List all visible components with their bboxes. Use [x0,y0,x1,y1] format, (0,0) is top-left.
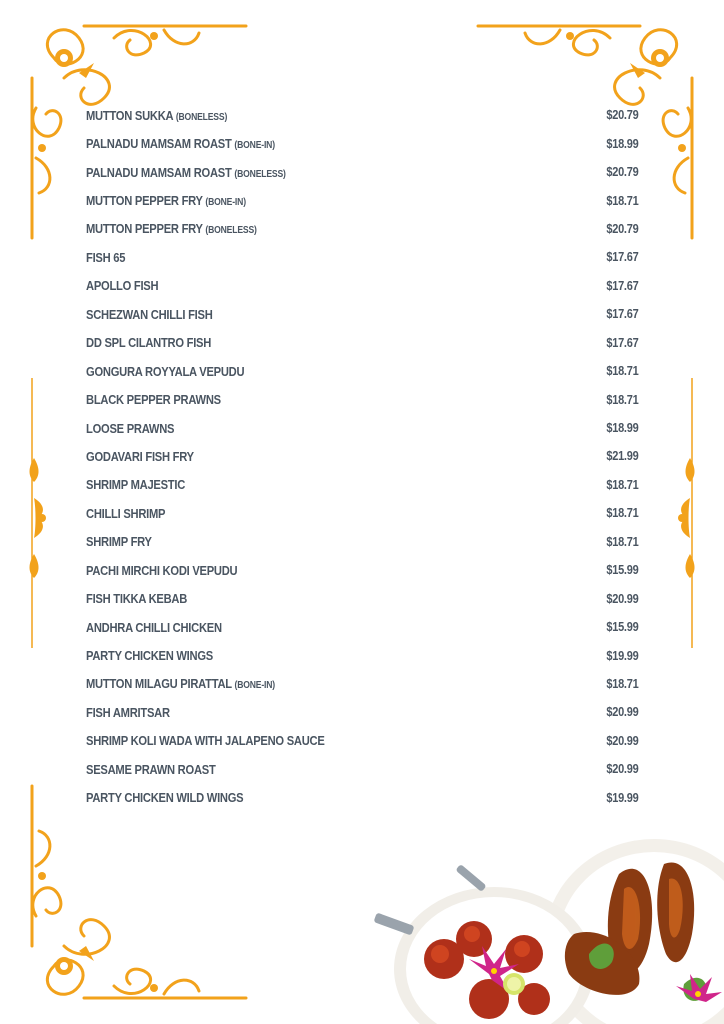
menu-item-name: PACHI MIRCHI KODI VEPUDU [86,562,238,578]
menu-item [86,215,638,243]
menu-item-name: PALNADU MAMSAM ROAST [86,136,232,152]
menu-item-price: $18.99 [605,421,638,436]
menu-item-name: FISH AMRITSAR [86,704,170,720]
menu-item-price: $18.71 [605,392,638,407]
menu-item-variant: (BONELESS) [234,168,286,180]
menu-item-price: $20.79 [605,221,638,236]
menu-item-name-group [86,705,170,720]
menu-item-name: GONGURA ROYYALA VEPUDU [86,363,245,379]
menu-item [86,129,638,157]
menu-item [86,158,638,186]
menu-item-name-group [86,648,213,663]
menu-item-name-group [86,193,246,208]
menu-item-price: $18.71 [605,193,638,208]
menu-item-name-group [86,221,257,236]
menu-item-price: $19.99 [605,648,638,663]
menu-item-price: $21.99 [605,449,638,464]
menu-item [86,698,638,726]
menu-item [86,272,638,300]
menu-item-name-group [86,733,325,748]
menu-item-price: $17.67 [605,278,638,293]
menu-item-name-group [86,335,211,350]
menu-item [86,471,638,499]
menu-item-name: SHRIMP KOLI WADA WITH JALAPENO SAUCE [86,733,325,749]
menu-item-price: $15.99 [605,563,638,578]
menu-item [86,243,638,271]
menu-item [86,414,638,442]
menu-item-name-group [86,477,185,492]
menu-item-name: ANDHRA CHILLI CHICKEN [86,619,222,635]
menu-item-price: $18.71 [605,506,638,521]
menu-item [86,186,638,214]
menu-item-name: MUTTON PEPPER FRY [86,193,203,209]
menu-item-price: $17.67 [605,335,638,350]
menu-item-name: MUTTON PEPPER FRY [86,221,203,237]
menu-item-variant: (BONELESS) [205,225,257,237]
side-ornament-left-icon [26,378,50,648]
menu-item [86,442,638,470]
menu-item-price: $18.71 [605,534,638,549]
menu-item-name: PALNADU MAMSAM ROAST [86,164,232,180]
menu-item-name: SHRIMP MAJESTIC [86,477,186,493]
menu-item [86,528,638,556]
menu-item [86,670,638,698]
menu-item-price: $20.99 [605,705,638,720]
menu-item [86,584,638,612]
menu-item-name-group [86,563,237,578]
menu-item-name: MUTTON MILAGU PIRATTAL [86,676,235,692]
menu-item-name: PARTY CHICKEN WINGS [86,648,213,664]
menu-item-name-group [86,136,275,151]
menu-item-name: SCHEZWAN CHILLI FISH [86,306,213,322]
menu-item-name: CHILLI SHRIMP [86,505,166,521]
menu-item-price: $17.67 [605,250,638,265]
menu-item-variant: (BONE-IN) [234,140,275,152]
menu-item-name-group [86,534,152,549]
menu-item-price: $20.99 [605,762,638,777]
menu-item-name: FISH TIKKA KEBAB [86,591,188,607]
menu-item-name-group [86,364,244,379]
menu-item-price: $18.71 [605,477,638,492]
food-plates-image [374,834,724,1024]
menu-item-name: DD SPL CILANTRO FISH [86,335,212,351]
menu-item-price: $18.71 [605,676,638,691]
menu-item-name: PARTY CHICKEN WILD WINGS [86,790,244,806]
menu-item-variant: (BONE-IN) [234,680,276,692]
menu-item-price: $17.67 [605,307,638,322]
menu-item [86,641,638,669]
menu-item-price: $15.99 [605,620,638,635]
menu-item-name: SESAME PRAWN ROAST [86,761,216,777]
menu-item [86,755,638,783]
menu-item-name-group [86,165,286,180]
menu-item-name-group [86,392,221,407]
menu-item-name-group [86,591,187,606]
menu-item-name-group [86,307,213,322]
menu-item-name: FISH 65 [86,249,126,265]
menu-item-variant: (BONELESS) [175,111,228,123]
menu-item-name-group [86,506,165,521]
menu-item [86,300,638,328]
menu-item-name-group [86,449,194,464]
menu-item-name-group [86,676,275,691]
menu-item-name: BLACK PEPPER PRAWNS [86,392,221,408]
menu-item [86,727,638,755]
menu-item-name-group [86,278,158,293]
menu-item-name: APOLLO FISH [86,278,159,294]
menu-list [86,101,638,812]
menu-item-price: $20.79 [605,108,638,123]
menu-item [86,784,638,812]
menu-item [86,385,638,413]
menu-item-price: $18.99 [605,136,638,151]
menu-item-price: $20.99 [605,733,638,748]
menu-item [86,101,638,129]
menu-item-name: MUTTON SUKKA [86,107,173,123]
menu-item [86,357,638,385]
menu-item-name-group [86,762,216,777]
menu-item-name-group [86,108,227,123]
menu-item-price: $20.79 [605,165,638,180]
menu-item [86,499,638,527]
menu-item-variant: (BONE-IN) [205,197,246,209]
menu-item-name: SHRIMP FRY [86,534,152,550]
menu-item-name: LOOSE PRAWNS [86,420,175,436]
menu-item-name-group [86,790,243,805]
menu-item-price: $18.71 [605,364,638,379]
menu-item-name-group [86,620,222,635]
menu-item [86,329,638,357]
menu-item [86,613,638,641]
side-ornament-right-icon [674,378,698,648]
menu-item-price: $19.99 [605,790,638,805]
menu-item-name-group [86,250,125,265]
menu-item-name-group [86,421,174,436]
menu-item-name: GODAVARI FISH FRY [86,448,194,464]
menu-item [86,556,638,584]
menu-item-price: $20.99 [605,591,638,606]
